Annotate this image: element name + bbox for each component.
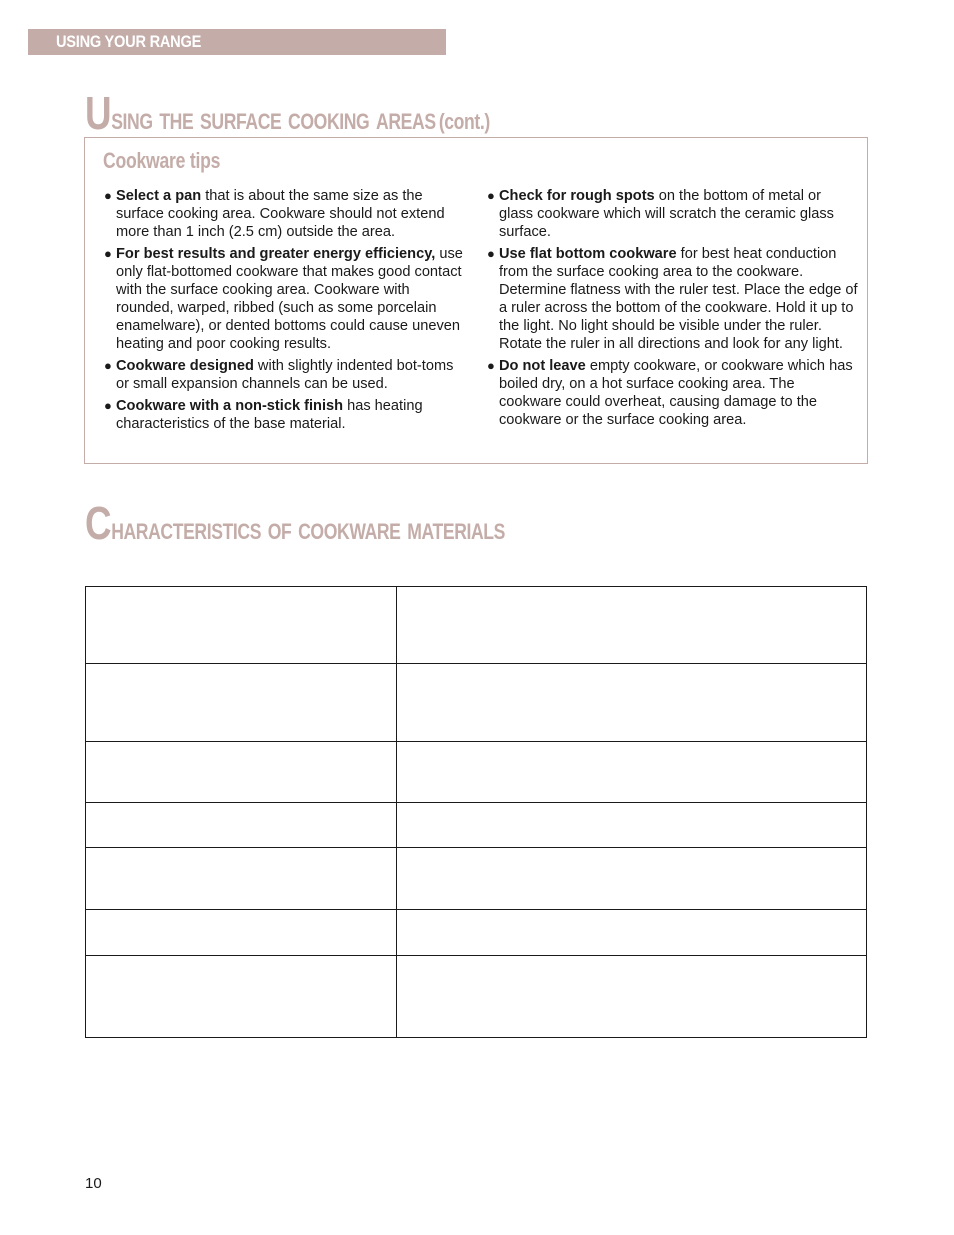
bullet-icon: ● bbox=[104, 358, 112, 373]
material-cell bbox=[86, 956, 397, 1038]
cookware-tips-box bbox=[84, 137, 868, 464]
tip-item bbox=[487, 245, 859, 353]
material-cell bbox=[86, 910, 397, 956]
bullet-icon: ● bbox=[104, 188, 112, 203]
section-banner bbox=[28, 29, 446, 55]
materials-table-body bbox=[86, 587, 867, 1038]
table-row bbox=[86, 664, 867, 742]
characteristics-cell bbox=[397, 664, 867, 742]
tip-item bbox=[104, 187, 469, 241]
tip-text: for best heat conduction from the surface cooking area to the cookware. Determine flatness with the ruler test. Place the edge of a ruler across the bottom of the cookware. Hold it up to the light. No light should be visible under the ruler. Rotate the ruler in all directions and look for any light. bbox=[499, 246, 858, 352]
page-title-cont: (cont.) bbox=[438, 109, 490, 134]
characteristics-cell bbox=[397, 848, 867, 910]
bullet-icon: ● bbox=[104, 398, 112, 413]
tip-item bbox=[104, 245, 469, 353]
tip-text: has heating characteristics of the base material. bbox=[116, 398, 423, 432]
page-number: 10 bbox=[85, 1175, 102, 1192]
tips-right-column bbox=[487, 187, 859, 433]
tip-item bbox=[487, 187, 859, 241]
table-row bbox=[86, 587, 867, 664]
tip-lead: Cookware with a non-stick finish bbox=[116, 398, 344, 414]
material-cell bbox=[86, 848, 397, 910]
tip-text: that is about the same size as the surface cooking area. Cookware should not extend more than 1 inch (2.5 cm) outside the area. bbox=[116, 188, 445, 240]
materials-heading-rest: haracteristics of cookware materials bbox=[111, 510, 505, 546]
characteristics-cell bbox=[397, 587, 867, 664]
tip-text: use only flat-bottomed cookware that makes good contact with the surface cooking area. Cookware with rounded, warped, ribbed (such as some porcelain enamelware), or dented bottoms could cause uneven heating and poor cooking results. bbox=[116, 246, 463, 352]
tip-lead: Select a pan bbox=[116, 188, 202, 204]
table-row bbox=[86, 803, 867, 848]
material-cell bbox=[86, 742, 397, 803]
bullet-icon: ● bbox=[104, 246, 112, 261]
tip-item bbox=[104, 357, 469, 393]
bullet-icon: ● bbox=[487, 188, 495, 203]
characteristics-cell bbox=[397, 742, 867, 803]
material-cell bbox=[86, 587, 397, 664]
table-row bbox=[86, 848, 867, 910]
section-banner-label: USING YOUR RANGE bbox=[56, 32, 202, 51]
tip-lead: Do not leave bbox=[499, 358, 586, 374]
tip-text: with slightly indented bot-toms or small expansion channels can be used. bbox=[116, 358, 454, 392]
tip-lead: Use flat bottom cookware bbox=[499, 246, 677, 262]
page-title bbox=[85, 86, 490, 140]
material-cell bbox=[86, 803, 397, 848]
tip-item bbox=[104, 397, 469, 433]
page-title-initial: U bbox=[85, 87, 112, 139]
table-row bbox=[86, 956, 867, 1038]
characteristics-cell bbox=[397, 956, 867, 1038]
materials-table bbox=[85, 586, 867, 1038]
page-title-rest: sing the surface cooking areas bbox=[111, 100, 436, 136]
tip-lead: For best results and greater energy efficiency, bbox=[116, 246, 436, 262]
tip-text: empty cookware, or cookware which has boiled dry, on a hot surface cooking area. The cookware could overheat, causing damage to the cookware or the surface cooking area. bbox=[499, 358, 853, 428]
material-cell bbox=[86, 664, 397, 742]
tip-item bbox=[487, 357, 859, 429]
materials-heading-initial: C bbox=[85, 497, 112, 549]
table-row bbox=[86, 742, 867, 803]
table-row bbox=[86, 910, 867, 956]
tips-left-column bbox=[104, 187, 469, 437]
tip-text: on the bottom of metal or glass cookware which will scratch the ceramic glass surface. bbox=[499, 188, 834, 240]
cookware-tips-title: Cookware tips bbox=[103, 148, 221, 173]
characteristics-cell bbox=[397, 910, 867, 956]
tip-lead: Check for rough spots bbox=[499, 188, 655, 204]
characteristics-cell bbox=[397, 803, 867, 848]
materials-heading bbox=[85, 496, 505, 550]
bullet-icon: ● bbox=[487, 246, 495, 261]
bullet-icon: ● bbox=[487, 358, 495, 373]
tip-lead: Cookware designed bbox=[116, 358, 254, 374]
